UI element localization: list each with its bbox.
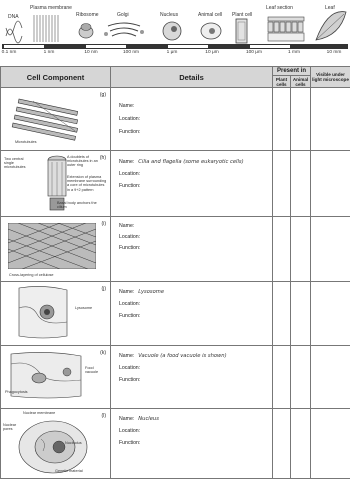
plant-checkbox-cell[interactable]	[273, 409, 291, 479]
table-row	[1, 217, 350, 282]
nucleus-diagram	[17, 417, 91, 475]
annotation: Two central single microtubules	[4, 157, 34, 170]
visible-checkbox-cell[interactable]	[311, 151, 350, 217]
tick-label: 0.1 nm	[2, 50, 17, 55]
animal-cell-label: Animal cell	[198, 12, 222, 18]
leaf-label: Leaf	[325, 5, 335, 11]
annotation: Basal body anchors the cilium	[57, 201, 97, 209]
name-label: Name:	[119, 103, 134, 109]
animal-checkbox-cell[interactable]	[291, 151, 311, 217]
microtubules-diagram	[5, 91, 105, 147]
details-cell	[111, 409, 273, 479]
cell-component-header: Cell Component	[1, 67, 111, 88]
tick-label: 100 nm	[123, 50, 139, 55]
visible-header: Visible under light microscope	[311, 67, 350, 88]
row-letter: (k)	[100, 350, 106, 356]
details-cell	[111, 217, 273, 282]
function-label: Function:	[119, 183, 140, 189]
row-letter: (g)	[100, 92, 106, 98]
name-value: Nucleus	[138, 416, 159, 422]
dna-label: DNA	[8, 14, 19, 20]
animal-checkbox-cell[interactable]	[291, 282, 311, 346]
row-letter: (i)	[102, 221, 106, 227]
annotation: Extension of plasma membrane surrounding a core of microtubules in a 9+2 pattern	[67, 175, 107, 192]
animal-checkbox-cell[interactable]	[291, 217, 311, 282]
animal-cells-header: Animal cells	[291, 76, 311, 88]
name-label: Name:	[119, 223, 134, 229]
tick-label: 10 μm	[205, 50, 218, 55]
row-letter: (j)	[102, 286, 106, 292]
row-letter: (h)	[100, 155, 106, 161]
function-label: Function:	[119, 377, 140, 383]
details-cell	[111, 88, 273, 151]
details-header: Details	[111, 67, 273, 88]
table-row	[1, 346, 350, 409]
annotation: Cross-layering of cellulose	[9, 273, 54, 277]
golgi-label: Golgi	[117, 12, 129, 18]
annotation: Lysosome	[75, 306, 92, 310]
component-cell	[1, 409, 111, 479]
name-label: Name:	[119, 159, 134, 165]
plant-checkbox-cell[interactable]	[273, 88, 291, 151]
annotation: Genetic material	[55, 469, 83, 473]
visible-checkbox-cell[interactable]	[311, 88, 350, 151]
cellulose-diagram	[8, 223, 96, 269]
animal-checkbox-cell[interactable]	[291, 346, 311, 409]
annotation: Nuclear membrane	[23, 411, 55, 415]
function-label: Function:	[119, 245, 140, 251]
details-cell	[111, 151, 273, 217]
tick-label: 10 mm	[327, 50, 342, 55]
component-cell	[1, 88, 111, 151]
nucleus-label: Nucleus	[160, 12, 178, 18]
component-cell	[1, 217, 111, 282]
function-label: Function:	[119, 129, 140, 135]
name-value: Lysosome	[138, 289, 164, 295]
plant-checkbox-cell[interactable]	[273, 346, 291, 409]
tick-label: 1 nm	[44, 50, 55, 55]
tick-label: 100 μm	[246, 50, 262, 55]
animal-checkbox-cell[interactable]	[291, 88, 311, 151]
location-label: Location:	[119, 171, 140, 177]
table-row	[1, 151, 350, 217]
table-row	[1, 88, 350, 151]
present-in-header: Present in	[273, 67, 311, 76]
annotation: Microtubules	[15, 140, 37, 144]
location-label: Location:	[119, 234, 140, 240]
table-row	[1, 409, 350, 479]
details-cell	[111, 282, 273, 346]
name-value: Vacuole (a food vacuole is shown)	[138, 353, 226, 359]
annotation: Nuclear pores	[3, 423, 19, 431]
name-label: Name:	[119, 289, 134, 295]
name-value: Cilia and flagella (some eukaryotic cells)	[138, 159, 243, 165]
table-row	[1, 282, 350, 346]
tick-label: 10 nm	[84, 50, 97, 55]
ribosome-label: Ribosome	[76, 12, 99, 18]
location-label: Location:	[119, 116, 140, 122]
cell-component-table	[0, 66, 350, 479]
tick-label: 1 mm	[288, 50, 300, 55]
function-label: Function:	[119, 313, 140, 319]
component-cell	[1, 282, 111, 346]
lysosome-diagram	[17, 286, 69, 340]
plant-checkbox-cell[interactable]	[273, 282, 291, 346]
animal-checkbox-cell[interactable]	[291, 409, 311, 479]
visible-checkbox-cell[interactable]	[311, 409, 350, 479]
visible-checkbox-cell[interactable]	[311, 282, 350, 346]
details-cell	[111, 346, 273, 409]
tick-label: 1 μm	[167, 50, 178, 55]
component-cell	[1, 151, 111, 217]
name-label: Name:	[119, 353, 134, 359]
row-letter: (l)	[102, 413, 106, 419]
plant-checkbox-cell[interactable]	[273, 151, 291, 217]
plasma-membrane-label: Plasma membrane	[30, 5, 72, 11]
function-label: Function:	[119, 440, 140, 446]
annotation: A doublets of microtubules in an outer ring	[67, 155, 107, 168]
plant-cells-header: Plant cells	[273, 76, 291, 88]
annotation: Nucleolus	[65, 441, 82, 445]
location-label: Location:	[119, 365, 140, 371]
location-label: Location:	[119, 428, 140, 434]
name-label: Name:	[119, 416, 134, 422]
annotation: Phagocytosis	[5, 390, 28, 394]
annotation: Food vacuole	[85, 366, 105, 374]
size-scale	[0, 0, 350, 64]
leaf-section-label: Leaf section	[266, 5, 293, 11]
visible-checkbox-cell[interactable]	[311, 346, 350, 409]
visible-checkbox-cell[interactable]	[311, 217, 350, 282]
plant-checkbox-cell[interactable]	[273, 217, 291, 282]
plant-cell-label: Plant cell	[232, 12, 252, 18]
component-cell	[1, 346, 111, 409]
location-label: Location:	[119, 301, 140, 307]
